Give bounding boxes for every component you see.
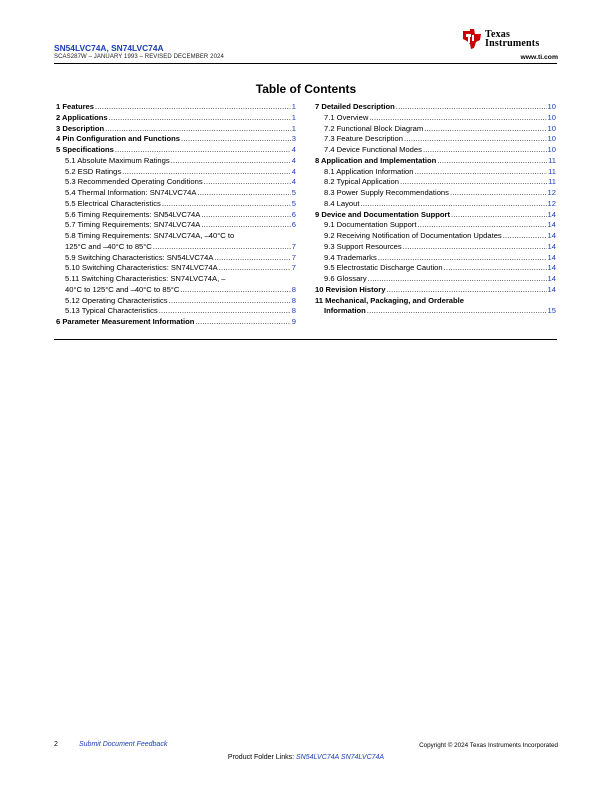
toc-page-link[interactable]: 1 (291, 112, 296, 122)
toc-entry-label: 5.12 Operating Characteristics (65, 295, 168, 305)
toc-leader-dots (423, 145, 547, 156)
toc-page-link[interactable]: 8 (291, 284, 296, 294)
logo-text-line1: Texas (485, 29, 511, 40)
toc-page-link[interactable]: 6 (291, 220, 296, 230)
toc-entry-label: 5.4 Thermal Information: SN74LVC74A (65, 188, 197, 197)
toc-entry-label: 9 Device and Documentation Support (315, 209, 451, 219)
toc-page-link[interactable]: 4 (291, 145, 296, 154)
header-document-id: SCAS287W – JANUARY 1993 – REVISED DECEMBER 2024 (54, 54, 224, 60)
ti-wordmark (485, 30, 539, 48)
footer-page-number: 2 (54, 741, 58, 748)
toc-leader-dots (159, 306, 291, 317)
toc-entry[interactable] (56, 188, 296, 199)
toc-page-link[interactable]: 14 (547, 209, 556, 219)
toc-entry[interactable] (56, 199, 296, 210)
toc-entry-label: 8.3 Power Supply Recommendations (324, 188, 449, 197)
toc-leader-dots (169, 296, 291, 307)
toc-entry[interactable] (315, 124, 556, 135)
toc-entry[interactable] (56, 167, 296, 178)
toc-entry-label: 11 Mechanical, Packaging, and Orderable (315, 295, 464, 305)
toc-entry[interactable] (56, 231, 296, 242)
footer-copyright: Copyright © 2024 Texas Instruments Incorporated (419, 742, 558, 749)
toc-entry-label: 9.6 Glossary (324, 274, 367, 283)
toc-leader-dots (437, 156, 547, 167)
toc-entry-label: 5.5 Electrical Characteristics (65, 198, 161, 208)
toc-entry[interactable] (315, 253, 556, 264)
toc-entry[interactable] (56, 220, 296, 231)
header-url-link[interactable]: www.ti.com (520, 54, 558, 61)
toc-leader-dots (450, 188, 547, 199)
toc-entry[interactable] (315, 242, 556, 253)
toc-entry-label: 7.1 Overview (324, 112, 369, 122)
toc-entry-label: 5 Specifications (56, 145, 114, 154)
toc-entry-label-continued: Information (324, 306, 366, 316)
toc-page-link[interactable]: 7 (291, 241, 296, 251)
toc-entry-label: 8 Application and Implementation (315, 155, 437, 165)
toc-entry-label: 10 Revision History (315, 284, 386, 294)
toc-leader-dots (204, 177, 291, 188)
product-folder-links (0, 754, 612, 761)
toc-leader-dots (181, 134, 291, 145)
toc-page-link[interactable]: 1 (291, 123, 296, 133)
toc-page-link[interactable]: 10 (547, 112, 556, 122)
toc-entry-label: 5.9 Switching Characteristics: SN54LVC74A (65, 252, 214, 262)
toc-leader-dots (396, 102, 547, 113)
toc-entry-label: 7.3 Feature Description (324, 134, 403, 144)
toc-page-link[interactable]: 5 (291, 188, 296, 197)
toc-entry-label: 1 Features (56, 102, 94, 111)
toc-leader-dots (403, 242, 547, 253)
toc-entry-label: 4 Pin Configuration and Functions (56, 134, 181, 144)
toc-page-link[interactable]: 6 (291, 209, 296, 219)
toc-entry-label: 5.7 Timing Requirements: SN74LVC74A (65, 220, 201, 230)
submit-feedback-link[interactable]: Submit Document Feedback (79, 741, 168, 748)
toc-entry[interactable] (56, 296, 296, 307)
toc-entry[interactable] (315, 134, 556, 145)
toc-entry-label: 3 Description (56, 123, 105, 133)
toc-page-link[interactable]: 15 (547, 306, 556, 316)
toc-leader-dots (378, 253, 547, 264)
ti-logo[interactable] (461, 28, 561, 52)
toc-page-link[interactable]: 3 (291, 134, 296, 144)
toc-leader-dots (386, 285, 546, 296)
toc-leader-dots (444, 263, 547, 274)
toc-entry[interactable] (56, 145, 296, 156)
toc-entry[interactable] (56, 306, 296, 317)
toc-page-link[interactable]: 8 (291, 306, 296, 316)
toc-entry-label: 5.3 Recommended Operating Conditions (65, 177, 203, 187)
toc-leader-dots (195, 317, 290, 328)
toc-entry[interactable] (56, 253, 296, 264)
toc-entry[interactable] (315, 274, 556, 285)
product-folder-label: Product Folder Links: (227, 754, 295, 761)
toc-entry[interactable] (315, 231, 556, 242)
toc-entry[interactable] (315, 220, 556, 231)
toc-leader-dots (368, 274, 547, 285)
toc-entry[interactable] (56, 156, 296, 167)
toc-leader-dots (180, 285, 290, 296)
toc-page-link[interactable]: 12 (547, 198, 556, 208)
toc-entry[interactable] (315, 177, 556, 188)
toc-entry[interactable] (56, 134, 296, 145)
toc-page-link[interactable]: 14 (547, 231, 556, 240)
toc-entry-label: 9.5 Electrostatic Discharge Caution (324, 263, 443, 273)
toc-entry[interactable] (56, 102, 296, 113)
toc-page-link[interactable]: 11 (548, 177, 556, 187)
toc-entry-label: 8.1 Application Information (324, 166, 414, 176)
toc-leader-dots (153, 242, 291, 253)
toc-leader-dots (197, 188, 290, 199)
product-folder-link[interactable]: SN54LVC74A SN74LVC74A (296, 754, 385, 761)
header-part-numbers[interactable]: SN54LVC74A, SN74LVC74A (54, 43, 164, 53)
toc-leader-dots (122, 167, 291, 178)
toc-page-link[interactable]: 11 (548, 166, 556, 176)
toc-leader-dots (109, 113, 291, 124)
toc-entry[interactable] (315, 199, 556, 210)
toc-entry-label: 9.1 Documentation Support (324, 220, 417, 230)
toc-entry[interactable] (315, 188, 556, 199)
toc-page-link[interactable]: 12 (547, 188, 556, 197)
toc-leader-dots (115, 145, 291, 156)
toc-entry[interactable] (315, 296, 556, 307)
toc-right-column (315, 102, 556, 317)
toc-page-link[interactable]: 5 (291, 198, 296, 208)
toc-page-link[interactable]: 8 (291, 295, 296, 305)
toc-page-link[interactable]: 1 (291, 102, 296, 111)
toc-leader-dots (369, 113, 546, 124)
toc-page-link[interactable]: 10 (547, 102, 556, 111)
toc-leader-dots (105, 124, 291, 135)
toc-page-link[interactable]: 7 (291, 263, 296, 273)
toc-leader-dots (417, 220, 546, 231)
toc-page-link[interactable]: 14 (547, 263, 556, 273)
toc-leader-dots (404, 134, 547, 145)
toc-entry[interactable] (315, 263, 556, 274)
toc-leader-dots (219, 263, 291, 274)
toc-leader-dots (201, 220, 290, 231)
toc-page-link[interactable]: 14 (547, 284, 556, 294)
toc-entry-label: 5.8 Timing Requirements: SN74LVC74A, –40°C to (65, 231, 235, 240)
toc-entry-label: 8.4 Layout (324, 198, 360, 208)
toc-entry-label: 7.2 Functional Block Diagram (324, 123, 424, 133)
toc-entry-label-continued: 125°C and –40°C to 85°C (65, 241, 152, 251)
toc-entry-label: 5.2 ESD Ratings (65, 166, 122, 176)
toc-page-link[interactable]: 14 (547, 274, 556, 283)
toc-page-link[interactable]: 9 (291, 317, 296, 326)
toc-entry[interactable] (56, 317, 296, 328)
toc-entry[interactable] (315, 167, 556, 178)
toc-page-link[interactable]: 4 (291, 166, 296, 176)
toc-entry-label: 7.4 Device Functional Modes (324, 145, 422, 154)
toc-entry-label: 2 Applications (56, 112, 108, 122)
toc-leader-dots (171, 156, 291, 167)
toc-page-link[interactable]: 10 (547, 123, 556, 133)
toc-entry[interactable] (315, 210, 556, 221)
toc-page-link[interactable]: 4 (291, 177, 296, 187)
toc-leader-dots (415, 167, 548, 178)
toc-leader-dots (367, 306, 547, 317)
toc-entry-label: 5.10 Switching Characteristics: SN74LVC74A (65, 263, 218, 273)
toc-leader-dots (214, 253, 290, 264)
toc-entry-label: 9.3 Support Resources (324, 241, 402, 251)
toc-entry[interactable] (315, 113, 556, 124)
toc-leader-dots (360, 199, 546, 210)
header-divider (54, 63, 557, 64)
toc-entry[interactable] (56, 210, 296, 221)
toc-entry[interactable] (56, 113, 296, 124)
toc-page-link[interactable]: 14 (547, 220, 556, 230)
toc-leader-dots (503, 231, 547, 242)
toc-left-column (56, 102, 296, 328)
toc-entry-label: 9.2 Receiving Notification of Documentation Updates (324, 231, 502, 240)
toc-entry[interactable] (56, 274, 296, 285)
toc-title: Table of Contents (255, 82, 357, 96)
toc-entry-continuation[interactable] (315, 306, 556, 317)
toc-entry-label: 5.13 Typical Characteristics (65, 306, 158, 316)
toc-page-link[interactable]: 14 (547, 252, 556, 262)
toc-entry-continuation[interactable] (56, 285, 296, 296)
logo-text-line2: Instruments (485, 38, 540, 49)
toc-leader-dots (400, 177, 547, 188)
toc-leader-dots (451, 210, 547, 221)
toc-page-link[interactable]: 7 (291, 252, 296, 262)
toc-entry-label: 5.6 Timing Requirements: SN54LVC74A (65, 209, 201, 219)
toc-entry[interactable] (56, 263, 296, 274)
toc-entry-label: 8.2 Typical Application (324, 177, 400, 187)
toc-entry[interactable] (315, 156, 556, 167)
toc-entry-label: 5.1 Absolute Maximum Ratings (65, 155, 170, 165)
toc-entry-label: 9.4 Trademarks (324, 252, 377, 262)
toc-entry-label: 7 Detailed Description (315, 102, 395, 111)
toc-leader-dots (162, 199, 291, 210)
toc-leader-dots (424, 124, 546, 135)
toc-page-link[interactable]: 14 (547, 241, 556, 251)
toc-leader-dots (95, 102, 291, 113)
toc-entry[interactable] (315, 102, 556, 113)
toc-entry[interactable] (56, 177, 296, 188)
toc-page-link[interactable]: 10 (547, 145, 556, 154)
toc-page-link[interactable]: 11 (548, 155, 556, 165)
toc-entry-continuation[interactable] (56, 242, 296, 253)
ti-state-logo-icon (461, 28, 483, 50)
toc-page-link[interactable]: 10 (547, 134, 556, 144)
toc-page-link[interactable]: 4 (291, 155, 296, 165)
toc-entry[interactable] (315, 285, 556, 296)
toc-entry-label-continued: 40°C to 125°C and –40°C to 85°C (65, 284, 180, 294)
toc-leader-dots (201, 210, 290, 221)
toc-entry-label: 5.11 Switching Characteristics: SN74LVC74A, – (65, 274, 226, 283)
toc-entry-label: 6 Parameter Measurement Information (56, 317, 195, 326)
toc-entry[interactable] (315, 145, 556, 156)
toc-bottom-divider (54, 339, 557, 340)
toc-entry[interactable] (56, 124, 296, 135)
